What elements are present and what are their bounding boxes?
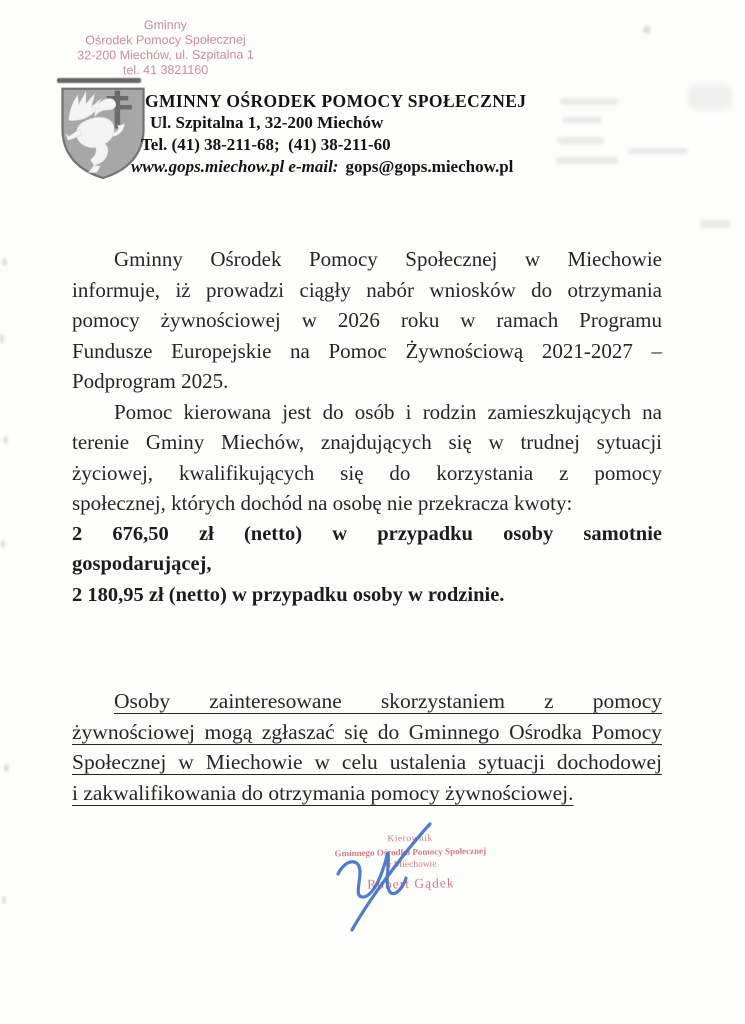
scan-speck <box>1 540 5 548</box>
bleedthrough-mark <box>628 148 688 154</box>
text-line: terenie Gminy Miechów, znajdujących się w trudnej sytuacji <box>72 430 662 454</box>
stamp-line: tel. 41 3821160 <box>122 62 209 78</box>
text-line: Fundusze Europejskie na Pomoc Żywnościową 2021-2027 – <box>72 338 662 363</box>
scan-speck <box>3 436 8 444</box>
stamp-line: 32-200 Miechów, ul. Szpitalna 1 <box>77 47 254 63</box>
text-line: Podprogram 2025. <box>72 369 229 393</box>
intro-paragraph <box>72 244 662 397</box>
income-thresholds <box>72 519 662 611</box>
bleedthrough-mark <box>558 137 604 144</box>
bleedthrough-mark <box>556 157 618 164</box>
handwritten-signature <box>318 818 458 933</box>
text-line: życiowej, kwalifikujących się do korzystania z pomocy <box>72 460 662 485</box>
threshold-single-cont: gospodarującej, <box>72 553 212 575</box>
bleedthrough-mark <box>562 117 602 123</box>
stamp-org: Gminnego Ośrodka Pomocy Społecznej <box>334 845 487 859</box>
scan-speck <box>2 896 6 904</box>
letter-body <box>72 244 662 808</box>
text-line: Społecznej w Miechowie w celu ustalenia sytuacji dochodowej <box>72 750 662 774</box>
scan-speck <box>4 764 9 772</box>
text-line: pomocy żywnościowej w 2026 roku w ramach Programu <box>72 308 662 332</box>
text-line: żywnościowej mogą zgłaszać się do Gminnego Ośrodka Pomocy <box>72 719 662 744</box>
scan-speck <box>2 258 7 266</box>
stamp-line: Gminny <box>143 17 187 33</box>
scan-speck <box>643 26 651 34</box>
org-web-email <box>131 156 611 178</box>
threshold-family: 2 180,95 zł (netto) w przypadku osoby w rodzinie. <box>72 583 505 606</box>
bleedthrough-mark <box>560 98 618 105</box>
text-line: Gminny Ośrodek Pomocy Społecznej w Miechowie <box>114 247 662 271</box>
threshold-single: 2 676,50 zł (netto) w przypadku osoby samotnie <box>72 522 662 545</box>
text-line: Pomoc kierowana jest do osób i rodzin zamieszkujących na <box>114 399 662 424</box>
org-email: gops@gops.miechow.pl <box>345 157 514 176</box>
eligibility-paragraph <box>72 397 662 519</box>
scan-speck <box>0 334 4 344</box>
bleedthrough-mark <box>700 220 730 228</box>
text-line: społecznej, których dochód na osobę nie przekracza kwoty: <box>72 491 573 515</box>
application-paragraph <box>72 686 662 808</box>
bleedthrough-blob <box>688 84 732 110</box>
stamp-title: Kierownik <box>387 833 433 845</box>
stamp-city: w Miechowie <box>384 859 437 871</box>
stamp-name: Robert Gądek <box>367 875 455 892</box>
office-stamp-top <box>58 17 273 78</box>
stamp-line: Ośrodek Pomocy Społecznej <box>85 32 246 48</box>
text-line: Osoby zainteresowane skorzystaniem z pomocy <box>114 689 662 713</box>
text-line: i zakwalifikowania do otrzymania pomocy żywnościowej. <box>72 780 574 805</box>
org-website: www.gops.miechow.pl e-mail: <box>131 157 339 176</box>
letterhead <box>131 90 611 178</box>
org-name: GMINNY OŚRODEK POMOCY SPOŁECZNEJ <box>145 91 527 111</box>
text-line: informuje, iż prowadzi ciągły nabór wniosków do otrzymania <box>72 277 662 302</box>
org-phone: Tel. (41) 38-211-68; (41) 38-211-60 <box>141 135 391 154</box>
org-address: Ul. Szpitalna 1, 32-200 Miechów <box>150 113 384 132</box>
